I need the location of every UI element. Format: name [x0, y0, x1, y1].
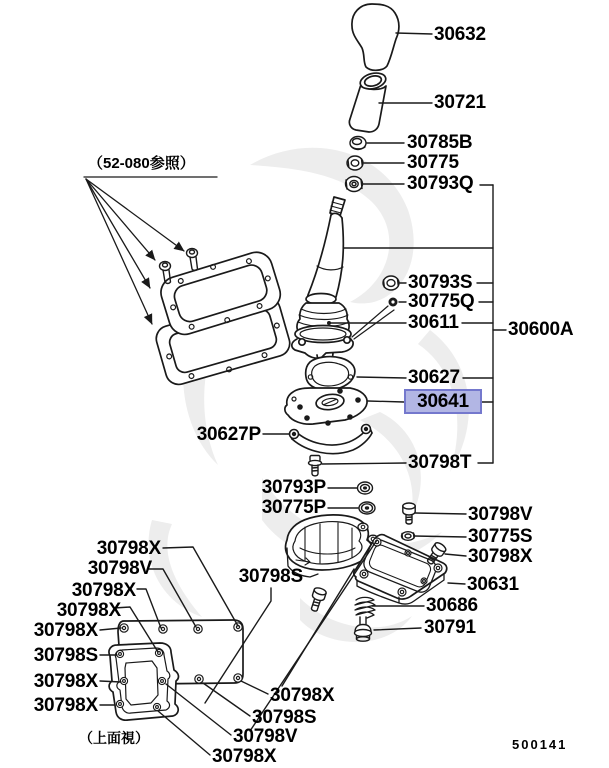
- part-label-30793q[interactable]: 30793Q: [407, 173, 474, 194]
- part-label-30631[interactable]: 30631: [467, 574, 519, 595]
- part-label-30791[interactable]: 30791: [424, 617, 476, 638]
- sheet-code: 500141: [512, 737, 568, 752]
- ref-assembly-52-080: [84, 177, 293, 389]
- part-label-30793s[interactable]: 30793S: [408, 272, 473, 293]
- part-label-30775q[interactable]: 30775Q: [408, 291, 475, 312]
- part-label-30798s-left[interactable]: 30798S: [238, 566, 303, 587]
- nut-30775s: [402, 532, 415, 541]
- part-label-30785b[interactable]: 30785B: [407, 132, 473, 153]
- part-label-30600a[interactable]: 30600A: [508, 319, 574, 340]
- part-label-30721[interactable]: 30721: [434, 92, 486, 113]
- part-label-30627p[interactable]: 30627P: [196, 424, 261, 445]
- part-label-30798x-tv-5[interactable]: 30798X: [33, 620, 98, 641]
- part-label-30686[interactable]: 30686: [426, 595, 478, 616]
- grommet-30785b: [350, 137, 366, 150]
- part-label-30775s[interactable]: 30775S: [468, 526, 533, 547]
- reference-note: （52-080参照）: [88, 155, 195, 172]
- part-label-30798x-tv-9[interactable]: 30798X: [270, 685, 335, 706]
- part-label-30641-highlighted[interactable]: 30641: [404, 389, 482, 414]
- part-label-30798t[interactable]: 30798T: [408, 452, 472, 473]
- part-label-30798x-right[interactable]: 30798X: [468, 546, 533, 567]
- lever-30611: [292, 197, 353, 367]
- part-label-30793p[interactable]: 30793P: [261, 477, 326, 498]
- part-label-30798s-tv-10[interactable]: 30798S: [252, 707, 317, 728]
- part-label-30798x-tv-4[interactable]: 30798X: [56, 600, 121, 621]
- top-view-note: （上面視）: [79, 730, 149, 746]
- plate-30641: [285, 388, 367, 426]
- gasket-30627: [306, 357, 355, 390]
- part-label-30798v-tv-11[interactable]: 30798V: [233, 726, 298, 747]
- part-label-30611[interactable]: 30611: [408, 312, 459, 333]
- nut-30793q: [346, 177, 363, 192]
- bolt-30798t: [309, 456, 322, 476]
- part-label-30627[interactable]: 30627: [408, 367, 460, 388]
- part-label-30798x-tv-3[interactable]: 30798X: [71, 580, 136, 601]
- boot-tube-30721: [349, 71, 387, 132]
- cover-30631: [286, 515, 447, 604]
- washer-30775p: [359, 502, 375, 514]
- part-label-30798x-tv-1[interactable]: 30798X: [96, 538, 161, 559]
- washer-30775q: [389, 298, 398, 307]
- part-label-30775p[interactable]: 30775P: [261, 497, 326, 518]
- nut-30775: [347, 156, 363, 170]
- arm-30627p: [290, 425, 373, 454]
- part-label-30632[interactable]: 30632: [434, 24, 486, 45]
- nut-30793p: [358, 482, 373, 494]
- spring-30686: [355, 597, 375, 618]
- part-label-30798v-tv-2[interactable]: 30798V: [87, 558, 152, 579]
- part-label-30798s-tv-6[interactable]: 30798S: [33, 645, 98, 666]
- part-label-30798x-tv-8[interactable]: 30798X: [33, 695, 98, 716]
- part-label-30775[interactable]: 30775: [407, 152, 459, 173]
- part-label-30798x-tv-7[interactable]: 30798X: [33, 671, 98, 692]
- bolt-30798v: [403, 503, 415, 524]
- part-label-30798v-right[interactable]: 30798V: [468, 504, 533, 525]
- nut-30793s: [383, 276, 399, 290]
- knob-30632: [352, 4, 399, 70]
- part-label-30798x-tv-12[interactable]: 30798X: [212, 746, 277, 767]
